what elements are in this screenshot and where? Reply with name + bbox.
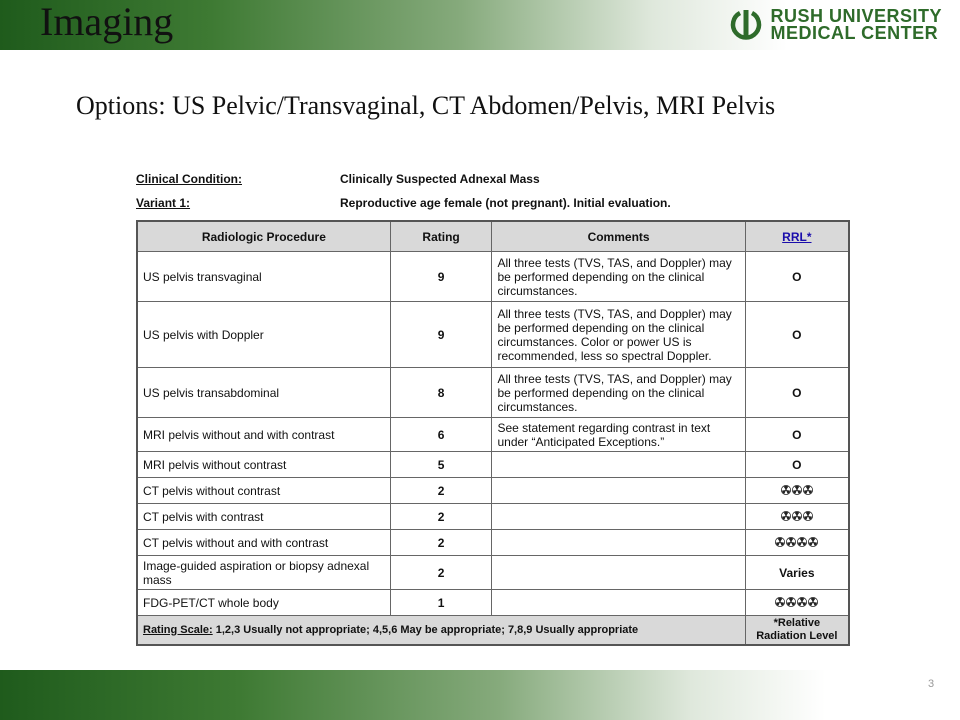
radiation-trefoil-icon xyxy=(797,596,807,610)
rating-cell: 8 xyxy=(390,368,492,418)
procedure-cell: Image-guided aspiration or biopsy adnexal mass xyxy=(137,556,390,590)
table-header-row xyxy=(137,221,849,252)
table-row xyxy=(137,418,849,452)
rating-scale-row xyxy=(137,616,849,646)
rrl-cell: O xyxy=(745,418,849,452)
procedure-cell: FDG-PET/CT whole body xyxy=(137,590,390,616)
procedure-cell: US pelvis transabdominal xyxy=(137,368,390,418)
rrl-cell: O xyxy=(745,368,849,418)
rrl-link[interactable]: RRL* xyxy=(782,229,812,244)
rating-cell: 2 xyxy=(390,530,492,556)
radiation-trefoil-icon xyxy=(808,536,818,550)
clinical-condition-key: Clinical Condition: xyxy=(136,172,242,186)
radiation-trefoil-icon xyxy=(797,536,807,550)
rating-cell: 1 xyxy=(390,590,492,616)
radiation-trefoil-icon xyxy=(792,510,802,524)
rrl-cell xyxy=(745,530,849,556)
options-text: Options: US Pelvic/Transvaginal, CT Abdomen/Pelvis, MRI Pelvis xyxy=(76,91,776,120)
rating-cell: 2 xyxy=(390,504,492,530)
rrl-cell xyxy=(745,590,849,616)
rating-cell: 9 xyxy=(390,302,492,368)
table-row xyxy=(137,302,849,368)
comments-cell xyxy=(492,590,745,616)
table-row xyxy=(137,368,849,418)
rating-cell: 2 xyxy=(390,556,492,590)
radiation-level xyxy=(775,536,818,550)
logo-line-2: MEDICAL CENTER xyxy=(770,23,939,43)
variant-key: Variant 1: xyxy=(136,196,191,210)
radiation-level xyxy=(781,484,813,498)
clinical-condition-value: Clinically Suspected Adnexal Mass xyxy=(340,172,540,186)
radiation-trefoil-icon xyxy=(792,484,802,498)
rating-scale-key: Rating Scale: xyxy=(143,623,213,636)
rrl-cell: O xyxy=(745,452,849,478)
comments-cell: All three tests (TVS, TAS, and Doppler) may be performed depending on the clinical circumstances. Color or power US is recommended, less so spectral Doppler. xyxy=(492,302,745,368)
clinical-condition-row xyxy=(136,168,852,192)
rush-logo xyxy=(728,5,942,45)
logo-wordmark xyxy=(770,8,942,42)
rrl-cell: O xyxy=(745,252,849,302)
header-rrl[interactable] xyxy=(745,221,849,252)
page-number: 3 xyxy=(928,678,935,690)
table-row xyxy=(137,504,849,530)
radiation-trefoil-icon xyxy=(786,596,796,610)
procedure-cell: US pelvis transvaginal xyxy=(137,252,390,302)
logo-line-1: RUSH UNIVERSITY xyxy=(770,6,942,26)
comments-cell: All three tests (TVS, TAS, and Doppler) may be performed depending on the clinical circumstances. xyxy=(492,368,745,418)
header-rating: Rating xyxy=(390,221,492,252)
radiation-trefoil-icon xyxy=(781,484,791,498)
slide-title: Imaging xyxy=(40,0,174,44)
rating-scale-cell xyxy=(137,616,745,646)
table-row xyxy=(137,252,849,302)
comments-cell xyxy=(492,478,745,504)
rush-logo-icon xyxy=(728,7,764,43)
table-row xyxy=(137,478,849,504)
radiation-level xyxy=(781,510,813,524)
table-row xyxy=(137,452,849,478)
radiation-level xyxy=(775,596,818,610)
table-row xyxy=(137,556,849,590)
table-row xyxy=(137,530,849,556)
procedure-table xyxy=(136,220,850,646)
acr-criteria xyxy=(136,168,852,646)
procedure-cell: CT pelvis without contrast xyxy=(137,478,390,504)
procedure-cell: CT pelvis with contrast xyxy=(137,504,390,530)
radiation-trefoil-icon xyxy=(786,536,796,550)
header-procedure: Radiologic Procedure xyxy=(137,221,390,252)
rrl-cell: O xyxy=(745,302,849,368)
rating-cell: 6 xyxy=(390,418,492,452)
comments-cell xyxy=(492,556,745,590)
procedure-cell: CT pelvis without and with contrast xyxy=(137,530,390,556)
rrl-cell: Varies xyxy=(745,556,849,590)
rating-cell: 9 xyxy=(390,252,492,302)
radiation-trefoil-icon xyxy=(775,536,785,550)
rrl-cell xyxy=(745,504,849,530)
variant-value: Reproductive age female (not pregnant). Initial evaluation. xyxy=(340,196,671,210)
comments-cell: See statement regarding contrast in text under “Anticipated Exceptions.” xyxy=(492,418,745,452)
radiation-trefoil-icon xyxy=(775,596,785,610)
procedure-cell: MRI pelvis without and with contrast xyxy=(137,418,390,452)
procedure-cell: MRI pelvis without contrast xyxy=(137,452,390,478)
rating-cell: 2 xyxy=(390,478,492,504)
table-row xyxy=(137,590,849,616)
comments-cell xyxy=(492,504,745,530)
comments-cell xyxy=(492,530,745,556)
radiation-trefoil-icon xyxy=(803,484,813,498)
radiation-trefoil-icon xyxy=(803,510,813,524)
header-comments: Comments xyxy=(492,221,745,252)
radiation-trefoil-icon xyxy=(808,596,818,610)
comments-cell xyxy=(492,452,745,478)
comments-cell: All three tests (TVS, TAS, and Doppler) may be performed depending on the clinical circumstances. xyxy=(492,252,745,302)
footer-banner xyxy=(0,670,960,720)
rrl-note: *Relative Radiation Level xyxy=(745,616,849,646)
rrl-cell xyxy=(745,478,849,504)
procedure-cell: US pelvis with Doppler xyxy=(137,302,390,368)
rating-cell: 5 xyxy=(390,452,492,478)
radiation-trefoil-icon xyxy=(781,510,791,524)
variant-row xyxy=(136,192,852,216)
rating-scale-text: 1,2,3 Usually not appropriate; 4,5,6 May be appropriate; 7,8,9 Usually appropriate xyxy=(215,623,639,636)
